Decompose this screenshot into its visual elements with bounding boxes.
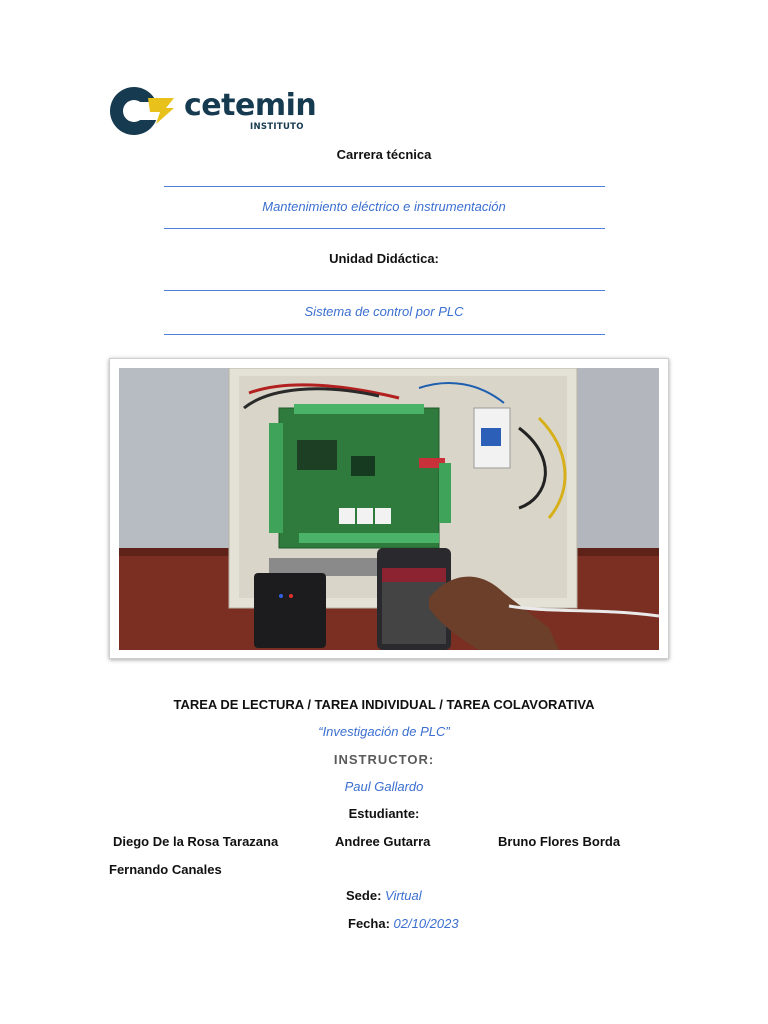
student-name: Andree Gutarra [335,834,431,849]
divider-rule [164,186,605,187]
divider-rule [164,228,605,229]
cetemin-logo-mark-icon [108,84,178,138]
student-name: Fernando Canales [109,862,222,877]
career-label: Carrera técnica [336,147,432,162]
logo-subtitle: INSTITUTO [250,122,304,132]
instructor-label: INSTRUCTOR: [333,752,435,767]
sede-line [346,888,422,903]
divider-rule [164,290,605,291]
fecha-value: 02/10/2023 [393,916,459,931]
unit-label: Unidad Didáctica: [329,251,439,266]
sede-label: Sede: [346,888,382,903]
divider-rule [164,334,605,335]
task-title: “Investigación de PLC” [318,724,450,739]
sede-value: Virtual [385,888,422,903]
student-name: Bruno Flores Borda [498,834,621,849]
fecha-label: Fecha: [348,916,390,931]
career-value: Mantenimiento eléctrico e instrumentación [262,199,506,214]
cetemin-logo [108,84,318,138]
logo-wordmark: cetemin [184,88,317,123]
fecha-line [348,916,459,931]
students-label: Estudiante: [348,806,420,821]
task-type: TAREA DE LECTURA / TAREA INDIVIDUAL / TAREA COLAVORATIVA [173,697,595,712]
student-name: Diego De la Rosa Tarazana [113,834,279,849]
plc-panel-photo [109,358,669,659]
unit-value: Sistema de control por PLC [304,304,464,319]
plc-panel-illustration [119,368,659,650]
instructor-name: Paul Gallardo [344,779,424,794]
